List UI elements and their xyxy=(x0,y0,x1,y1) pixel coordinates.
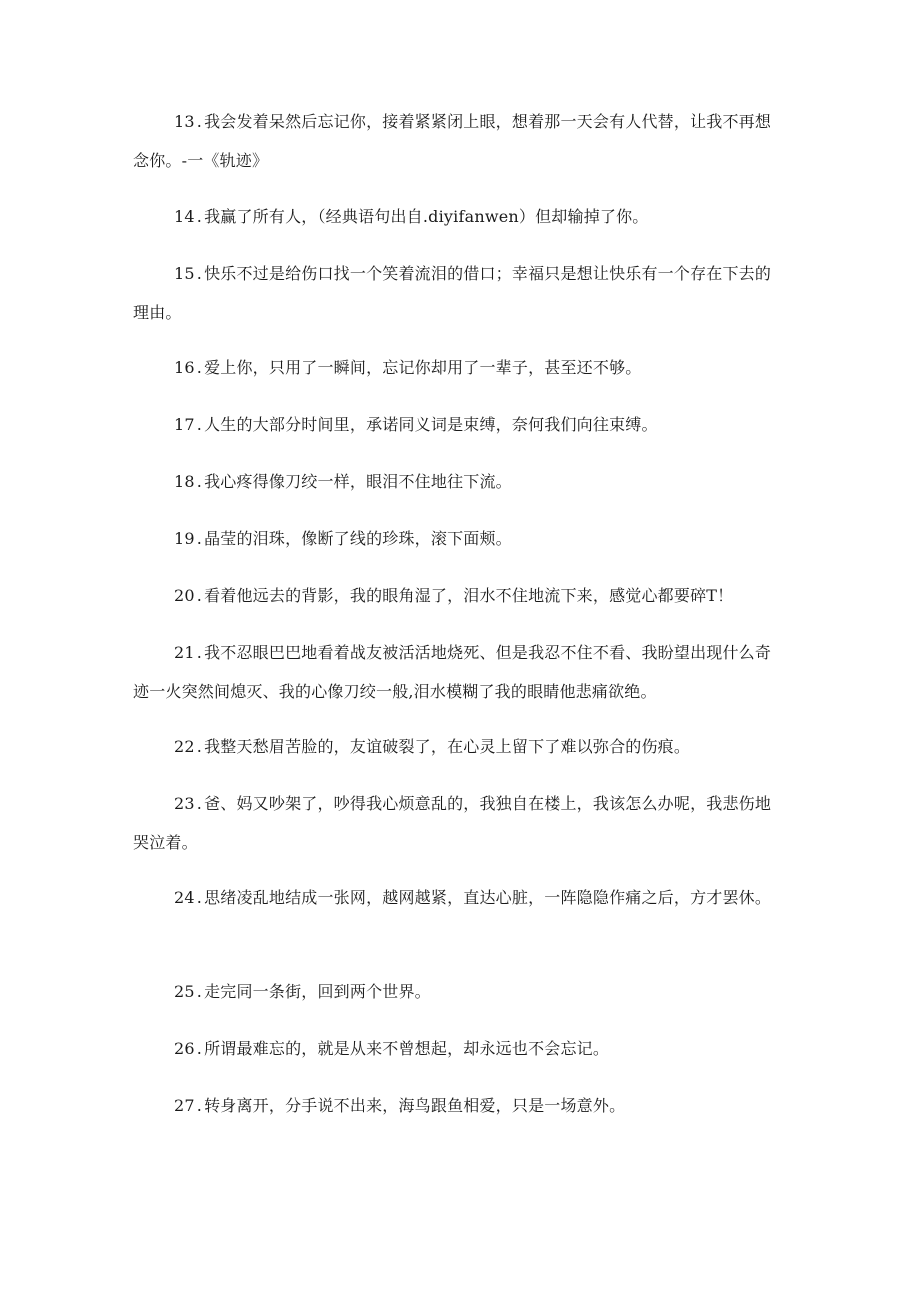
list-item: 17 . 人生的大部分时间里，承诺同义词是束缚，奈何我们向往束缚。 xyxy=(133,405,783,444)
list-item: 16 . 爱上你，只用了一瞬间，忘记你却用了一辈子，甚至还不够。 xyxy=(133,348,783,387)
item-number: 19 xyxy=(174,529,195,548)
item-number: 14 xyxy=(174,207,195,226)
item-number: 26 xyxy=(174,1039,195,1058)
list-item: 25 . 走完同一条街，回到两个世界。 xyxy=(133,972,783,1011)
item-text: 晶莹的泪珠，像断了线的珍珠，滚下面颊。 xyxy=(204,529,512,548)
item-number: 25 xyxy=(174,982,195,1001)
list-item: 19 . 晶莹的泪珠，像断了线的珍珠，滚下面颊。 xyxy=(133,519,783,558)
item-text: 我会发着呆然后忘记你，接着紧紧闭上眼，想着那一天会有人代替，让我不再想念你。-一《轨迹》 xyxy=(133,112,772,170)
list-item: 22 . 我整天愁眉苦脸的，友谊破裂了，在心灵上留下了难以弥合的伤痕。 xyxy=(133,727,783,766)
item-number: 16 xyxy=(174,358,195,377)
item-number: 17 xyxy=(174,415,195,434)
item-text: 我整天愁眉苦脸的，友谊破裂了，在心灵上留下了难以弥合的伤痕。 xyxy=(204,737,691,756)
item-text: 走完同一条街，回到两个世界。 xyxy=(204,982,431,1001)
list-item: 15 . 快乐不过是给伤口找一个笑着流泪的借口；幸福只是想让快乐有一个存在下去的理由。 xyxy=(133,254,783,332)
item-text: 转身离开，分手说不出来，海鸟跟鱼相爱，只是一场意外。 xyxy=(204,1096,626,1115)
list-item: 18 . 我心疼得像刀绞一样，眼泪不住地往下流。 xyxy=(133,462,783,501)
item-number: 24 xyxy=(174,888,195,907)
list-item: 14 . 我赢了所有人，（经典语句出自.diyifanwen）但却输掉了你。 xyxy=(133,197,783,236)
item-text: 快乐不过是给伤口找一个笑着流泪的借口；幸福只是想让快乐有一个存在下去的理由。 xyxy=(133,264,772,322)
item-text: 看着他远去的背影，我的眼角湿了，泪水不住地流下来，感觉心都要碎T！ xyxy=(204,586,734,605)
item-text: 思绪凌乱地结成一张网，越网越紧，直达心脏，一阵隐隐作痛之后，方才罢休。 xyxy=(204,888,772,907)
item-number: 21 xyxy=(174,643,195,662)
item-number: 22 xyxy=(174,737,195,756)
item-number: 23 xyxy=(174,794,195,813)
item-number: 27 xyxy=(174,1096,195,1115)
list-item: 26 . 所谓最难忘的，就是从来不曾想起，却永远也不会忘记。 xyxy=(133,1029,783,1068)
item-text: 我不忍眼巴巴地看着战友被活活地烧死、但是我忍不住不看、我盼望出现什么奇迹一火突然间熄灭、我的心像刀绞一般,泪水模糊了我的眼睛他悲痛欲绝。 xyxy=(133,643,772,701)
item-number: 15 xyxy=(174,264,195,283)
item-text: 人生的大部分时间里，承诺同义词是束缚，奈何我们向往束缚。 xyxy=(204,415,658,434)
item-text: 我心疼得像刀绞一样，眼泪不住地往下流。 xyxy=(204,472,512,491)
list-item: 21 . 我不忍眼巴巴地看着战友被活活地烧死、但是我忍不住不看、我盼望出现什么奇迹一火突然间熄灭、我的心像刀绞一般,泪水模糊了我的眼睛他悲痛欲绝。 xyxy=(133,633,783,711)
item-text: 爱上你，只用了一瞬间，忘记你却用了一辈子，甚至还不够。 xyxy=(204,358,642,377)
list-item: 20 . 看着他远去的背影，我的眼角湿了，泪水不住地流下来，感觉心都要碎T！ xyxy=(133,576,783,615)
item-text: 所谓最难忘的，就是从来不曾想起，却永远也不会忘记。 xyxy=(204,1039,610,1058)
list-item: 27 . 转身离开，分手说不出来，海鸟跟鱼相爱，只是一场意外。 xyxy=(133,1086,783,1125)
item-number: 18 xyxy=(174,472,195,491)
list-item: 24 . 思绪凌乱地结成一张网，越网越紧，直达心脏，一阵隐隐作痛之后，方才罢休。 xyxy=(133,878,783,917)
item-text: 我赢了所有人，（经典语句出自.diyifanwen）但却输掉了你。 xyxy=(204,207,649,226)
list-item: 13 . 我会发着呆然后忘记你，接着紧紧闭上眼，想着那一天会有人代替，让我不再想念你。-一《轨迹》 xyxy=(133,102,783,180)
item-number: 13 xyxy=(174,112,195,131)
list-item: 23 . 爸、妈又吵架了，吵得我心烦意乱的，我独自在楼上，我该怎么办呢，我悲伤地哭泣着。 xyxy=(133,784,783,862)
item-text: 爸、妈又吵架了，吵得我心烦意乱的，我独自在楼上，我该怎么办呢，我悲伤地哭泣着。 xyxy=(133,794,772,852)
item-number: 20 xyxy=(174,586,195,605)
